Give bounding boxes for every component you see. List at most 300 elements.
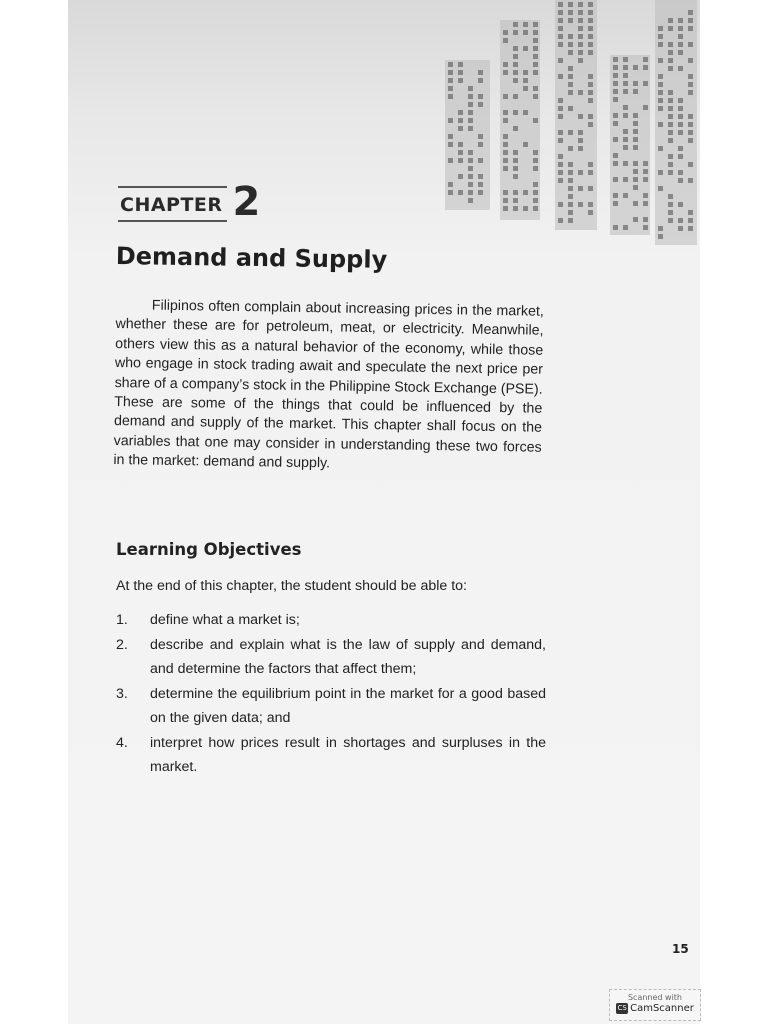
building-window bbox=[568, 10, 573, 15]
building-window bbox=[533, 22, 538, 27]
building-window bbox=[503, 94, 508, 99]
building-window bbox=[513, 150, 518, 155]
building-window bbox=[613, 193, 618, 198]
building-window bbox=[588, 210, 593, 215]
building-window bbox=[578, 202, 583, 207]
building-window bbox=[658, 58, 663, 63]
building-window bbox=[643, 57, 648, 62]
building-window bbox=[668, 170, 673, 175]
building-window bbox=[588, 10, 593, 15]
building-window bbox=[468, 198, 473, 203]
building-window bbox=[513, 126, 518, 131]
building-window bbox=[468, 166, 473, 171]
building-window bbox=[568, 186, 573, 191]
building-window bbox=[448, 62, 453, 67]
building-window bbox=[613, 89, 618, 94]
building-window bbox=[633, 217, 638, 222]
building-window bbox=[523, 70, 528, 75]
building-window bbox=[688, 162, 693, 167]
building-window bbox=[588, 74, 593, 79]
building-window bbox=[678, 122, 683, 127]
building-window bbox=[643, 201, 648, 206]
building-window bbox=[613, 161, 618, 166]
building-window bbox=[643, 193, 648, 198]
building-window bbox=[643, 177, 648, 182]
building-window bbox=[658, 82, 663, 87]
building-window bbox=[588, 26, 593, 31]
building-window bbox=[678, 26, 683, 31]
building-window bbox=[668, 50, 673, 55]
building-window bbox=[468, 158, 473, 163]
building-window bbox=[458, 110, 463, 115]
building-window bbox=[588, 82, 593, 87]
building-window bbox=[688, 58, 693, 63]
building-window bbox=[623, 65, 628, 70]
building-window bbox=[668, 154, 673, 159]
building-window bbox=[533, 182, 538, 187]
building-window bbox=[513, 22, 518, 27]
building-window bbox=[568, 66, 573, 71]
building-window bbox=[568, 42, 573, 47]
building-window bbox=[558, 106, 563, 111]
building-window bbox=[623, 161, 628, 166]
building-window bbox=[448, 142, 453, 147]
building-window bbox=[588, 34, 593, 39]
building-window bbox=[613, 177, 618, 182]
building-window bbox=[533, 166, 538, 171]
building-window bbox=[533, 158, 538, 163]
scanner-brand: CamScanner bbox=[630, 1003, 694, 1014]
building-window bbox=[613, 137, 618, 142]
building-window bbox=[533, 30, 538, 35]
building-window bbox=[643, 105, 648, 110]
building-window bbox=[658, 234, 663, 239]
building-window bbox=[623, 193, 628, 198]
building-window bbox=[633, 113, 638, 118]
building-window bbox=[643, 161, 648, 166]
building-window bbox=[613, 225, 618, 230]
building-window bbox=[678, 98, 683, 103]
building-window bbox=[503, 190, 508, 195]
building-window bbox=[668, 106, 673, 111]
building-window bbox=[658, 106, 663, 111]
building-window bbox=[623, 225, 628, 230]
building-window bbox=[668, 58, 673, 63]
building-window bbox=[503, 158, 508, 163]
building-window bbox=[478, 142, 483, 147]
building-window bbox=[558, 218, 563, 223]
building-window bbox=[688, 18, 693, 23]
building-window bbox=[523, 190, 528, 195]
building-window bbox=[558, 10, 563, 15]
building-window bbox=[678, 106, 683, 111]
building-window bbox=[468, 110, 473, 115]
building-window bbox=[513, 198, 518, 203]
building-window bbox=[658, 74, 663, 79]
building-window bbox=[678, 50, 683, 55]
building-window bbox=[503, 198, 508, 203]
building-window bbox=[458, 62, 463, 67]
building-window bbox=[448, 134, 453, 139]
building-window bbox=[568, 34, 573, 39]
objective-text: describe and explain what is the law of supply and demand, and determine the factors that affect them; bbox=[150, 637, 546, 677]
building-skyline-icon bbox=[440, 0, 700, 250]
building-window bbox=[623, 145, 628, 150]
building-window bbox=[658, 122, 663, 127]
building-window bbox=[623, 73, 628, 78]
building-window bbox=[688, 122, 693, 127]
building-window bbox=[458, 142, 463, 147]
building-window bbox=[523, 142, 528, 147]
building-window bbox=[468, 182, 473, 187]
building-window bbox=[658, 26, 663, 31]
building-window bbox=[468, 190, 473, 195]
chapter-title: Demand and Supply bbox=[115, 242, 388, 274]
building-window bbox=[523, 78, 528, 83]
building-window bbox=[448, 190, 453, 195]
building-window bbox=[588, 202, 593, 207]
building-window bbox=[468, 102, 473, 107]
building-window bbox=[448, 78, 453, 83]
building-window bbox=[468, 174, 473, 179]
building-window bbox=[558, 130, 563, 135]
building-window bbox=[448, 70, 453, 75]
building-window bbox=[503, 38, 508, 43]
building-window bbox=[578, 186, 583, 191]
building-window bbox=[658, 146, 663, 151]
building-window bbox=[513, 174, 518, 179]
building-window bbox=[658, 34, 663, 39]
building-window bbox=[468, 126, 473, 131]
building-window bbox=[478, 190, 483, 195]
building-window bbox=[588, 186, 593, 191]
building-window bbox=[468, 118, 473, 123]
building-window bbox=[448, 182, 453, 187]
building-window bbox=[533, 38, 538, 43]
building-window bbox=[523, 46, 528, 51]
building-window bbox=[458, 190, 463, 195]
building-window bbox=[678, 66, 683, 71]
building-window bbox=[678, 170, 683, 175]
building-window bbox=[558, 26, 563, 31]
objective-item bbox=[116, 633, 546, 681]
building-window bbox=[613, 201, 618, 206]
building-window bbox=[643, 225, 648, 230]
objective-item bbox=[116, 608, 546, 632]
learning-objectives-intro: At the end of this chapter, the student should be able to: bbox=[116, 578, 467, 594]
building-window bbox=[503, 142, 508, 147]
building-window bbox=[568, 2, 573, 7]
building-window bbox=[668, 130, 673, 135]
building-window bbox=[503, 150, 508, 155]
building-window bbox=[668, 114, 673, 119]
building-window bbox=[623, 137, 628, 142]
building-window bbox=[568, 130, 573, 135]
building-window bbox=[688, 26, 693, 31]
building-window bbox=[533, 86, 538, 91]
building-window bbox=[688, 82, 693, 87]
building-window bbox=[533, 54, 538, 59]
building-window bbox=[668, 202, 673, 207]
objective-item bbox=[116, 731, 546, 779]
building-window bbox=[613, 153, 618, 158]
building-window bbox=[578, 114, 583, 119]
building-window bbox=[623, 89, 628, 94]
building-window bbox=[623, 177, 628, 182]
building-window bbox=[588, 114, 593, 119]
building-window bbox=[503, 118, 508, 123]
building-window bbox=[578, 130, 583, 135]
building-window bbox=[668, 42, 673, 47]
building-window bbox=[568, 50, 573, 55]
chapter-label: CHAPTER bbox=[118, 186, 227, 222]
building-window bbox=[633, 65, 638, 70]
building-window bbox=[588, 18, 593, 23]
scanner-brand-row bbox=[610, 1003, 700, 1014]
building-window bbox=[633, 201, 638, 206]
building-window bbox=[688, 74, 693, 79]
building-window bbox=[458, 70, 463, 75]
building-window bbox=[668, 26, 673, 31]
building-window bbox=[578, 2, 583, 7]
objective-text: define what a market is; bbox=[150, 612, 300, 628]
building-window bbox=[688, 114, 693, 119]
building-window bbox=[633, 185, 638, 190]
building-window bbox=[478, 78, 483, 83]
building-window bbox=[658, 98, 663, 103]
building-window bbox=[533, 70, 538, 75]
building-window bbox=[558, 170, 563, 175]
building-window bbox=[623, 81, 628, 86]
building-window bbox=[533, 46, 538, 51]
building-window bbox=[613, 121, 618, 126]
building-window bbox=[613, 113, 618, 118]
building-window bbox=[668, 138, 673, 143]
building-window bbox=[558, 2, 563, 7]
building-window bbox=[643, 217, 648, 222]
building-window bbox=[623, 113, 628, 118]
objective-item bbox=[116, 682, 546, 730]
building-window bbox=[513, 190, 518, 195]
learning-objectives-heading: Learning Objectives bbox=[116, 540, 302, 559]
building-window bbox=[558, 42, 563, 47]
building-window bbox=[503, 70, 508, 75]
building-window bbox=[643, 65, 648, 70]
building-window bbox=[588, 90, 593, 95]
building-window bbox=[503, 134, 508, 139]
building-window bbox=[448, 86, 453, 91]
building-window bbox=[503, 30, 508, 35]
building-window bbox=[533, 62, 538, 67]
building-window bbox=[513, 110, 518, 115]
building-window bbox=[568, 178, 573, 183]
building-window bbox=[448, 158, 453, 163]
building-window bbox=[633, 89, 638, 94]
building-window bbox=[558, 58, 563, 63]
building-window bbox=[568, 82, 573, 87]
building-window bbox=[558, 154, 563, 159]
building-window bbox=[668, 194, 673, 199]
building-window bbox=[688, 226, 693, 231]
building-window bbox=[578, 42, 583, 47]
building-window bbox=[503, 206, 508, 211]
building-window bbox=[578, 34, 583, 39]
building-window bbox=[678, 42, 683, 47]
building-window bbox=[478, 174, 483, 179]
building-window bbox=[613, 57, 618, 62]
building-window bbox=[568, 194, 573, 199]
building-window bbox=[468, 150, 473, 155]
building-window bbox=[578, 18, 583, 23]
building-window bbox=[668, 98, 673, 103]
building-window bbox=[533, 94, 538, 99]
building-window bbox=[513, 94, 518, 99]
building-window bbox=[578, 170, 583, 175]
building-window bbox=[523, 30, 528, 35]
building-window bbox=[678, 226, 683, 231]
objective-text: determine the equilibrium point in the market for a good based on the given data; and bbox=[150, 686, 546, 726]
building-window bbox=[513, 70, 518, 75]
building-window bbox=[558, 138, 563, 143]
building-window bbox=[678, 218, 683, 223]
building-window bbox=[568, 202, 573, 207]
building-window bbox=[558, 74, 563, 79]
building-window bbox=[513, 158, 518, 163]
building-window bbox=[558, 202, 563, 207]
building-window bbox=[588, 98, 593, 103]
building-window bbox=[658, 90, 663, 95]
building-window bbox=[678, 130, 683, 135]
building-window bbox=[478, 158, 483, 163]
building-window bbox=[678, 18, 683, 23]
building-window bbox=[633, 177, 638, 182]
building-window bbox=[668, 162, 673, 167]
building-window bbox=[513, 54, 518, 59]
building-window bbox=[448, 94, 453, 99]
building-window bbox=[668, 66, 673, 71]
building-window bbox=[613, 65, 618, 70]
building-window bbox=[688, 90, 693, 95]
building-window bbox=[613, 97, 618, 102]
building-window bbox=[513, 62, 518, 67]
building-window bbox=[668, 210, 673, 215]
building-window bbox=[678, 34, 683, 39]
building-window bbox=[643, 169, 648, 174]
building-window bbox=[523, 22, 528, 27]
building-window bbox=[558, 178, 563, 183]
building-window bbox=[478, 134, 483, 139]
building-window bbox=[678, 178, 683, 183]
scanner-caption: Scanned with bbox=[627, 993, 683, 1002]
building-window bbox=[558, 114, 563, 119]
building-window bbox=[633, 137, 638, 142]
building-window bbox=[668, 90, 673, 95]
building-window bbox=[533, 198, 538, 203]
building-window bbox=[588, 42, 593, 47]
building-window bbox=[523, 86, 528, 91]
building-window bbox=[623, 57, 628, 62]
building-window bbox=[523, 110, 528, 115]
building-window bbox=[588, 170, 593, 175]
building-window bbox=[568, 146, 573, 151]
building-window bbox=[568, 74, 573, 79]
building-window bbox=[613, 81, 618, 86]
building-window bbox=[668, 218, 673, 223]
building-window bbox=[513, 30, 518, 35]
building-window bbox=[533, 206, 538, 211]
chapter-heading bbox=[118, 179, 261, 225]
building-window bbox=[513, 166, 518, 171]
building-window bbox=[633, 81, 638, 86]
building-window bbox=[578, 50, 583, 55]
building-window bbox=[578, 26, 583, 31]
building-window bbox=[478, 70, 483, 75]
building-window bbox=[568, 170, 573, 175]
building-window bbox=[688, 210, 693, 215]
objective-number: 4. bbox=[116, 735, 128, 751]
building-window bbox=[688, 218, 693, 223]
building-window bbox=[458, 78, 463, 83]
building-window bbox=[633, 169, 638, 174]
building-window bbox=[658, 42, 663, 47]
building-window bbox=[503, 166, 508, 171]
building-window bbox=[623, 105, 628, 110]
building-window bbox=[458, 174, 463, 179]
building-window bbox=[678, 146, 683, 151]
building-window bbox=[448, 118, 453, 123]
building-window bbox=[678, 202, 683, 207]
building-window bbox=[613, 73, 618, 78]
building-window bbox=[468, 86, 473, 91]
objectives-list bbox=[116, 608, 546, 779]
camscanner-logo-icon: CS bbox=[617, 1004, 627, 1012]
building-window bbox=[503, 62, 508, 67]
building-window bbox=[588, 2, 593, 7]
page-number: 15 bbox=[672, 942, 689, 956]
building-window bbox=[533, 150, 538, 155]
building-window bbox=[513, 206, 518, 211]
building-window bbox=[578, 58, 583, 63]
chapter-number: 2 bbox=[232, 179, 261, 225]
building-window bbox=[568, 106, 573, 111]
building-window bbox=[568, 218, 573, 223]
building-window bbox=[643, 81, 648, 86]
building-window bbox=[658, 186, 663, 191]
building-window bbox=[533, 190, 538, 195]
book-page bbox=[68, 0, 700, 1024]
building-window bbox=[568, 162, 573, 167]
building-window bbox=[558, 98, 563, 103]
building-window bbox=[523, 206, 528, 211]
building-window bbox=[678, 154, 683, 159]
building-window bbox=[478, 94, 483, 99]
building-window bbox=[633, 121, 638, 126]
objective-number: 3. bbox=[116, 686, 128, 702]
building-window bbox=[478, 102, 483, 107]
building-window bbox=[533, 118, 538, 123]
intro-paragraph: Filipinos often complain about increasing prices in the market, whether these are for petroleum, meat, or electricity. Meanwhile, others view this as a natural behavior of the economy, while those who engage in stock trading await and speculate the next price per share of a company’s stock in the Philippine Stock Exchange (PSE). These are some of the things that could be influenced by the demand and supply of the market. This chapter shall focus on the variables that one may consider in understanding these two forces in the market: demand and supply. bbox=[113, 297, 544, 472]
building-window bbox=[568, 90, 573, 95]
building-window bbox=[588, 162, 593, 167]
building-window bbox=[658, 170, 663, 175]
objective-number: 1. bbox=[116, 612, 128, 628]
building-window bbox=[458, 158, 463, 163]
building-window bbox=[633, 129, 638, 134]
building-window bbox=[513, 46, 518, 51]
building-window bbox=[578, 10, 583, 15]
building-window bbox=[578, 138, 583, 143]
building-window bbox=[668, 122, 673, 127]
